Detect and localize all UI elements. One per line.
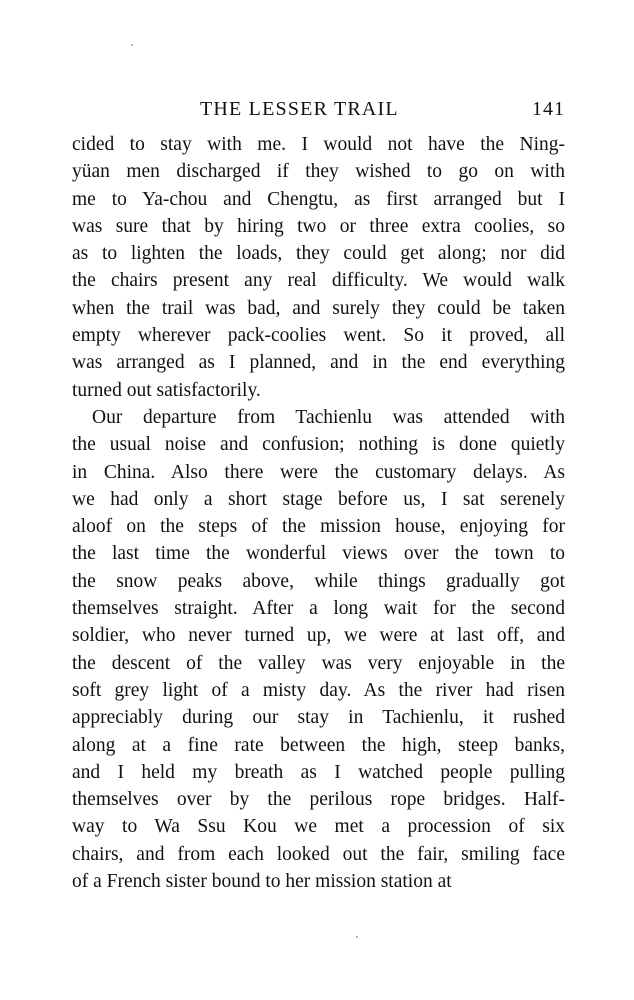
text-line: was sure that by hiring two or three extra coolies, so	[72, 215, 565, 237]
text-line: empty wherever pack-coolies went. So it proved, all	[72, 325, 565, 347]
text-line: of a French sister bound to her mission station at	[72, 871, 452, 893]
text-line: cided to stay with me. I would not have the Ning-	[72, 134, 565, 155]
text-line: yüan men discharged if they wished to go on with	[72, 161, 565, 183]
page-header	[72, 98, 565, 124]
paragraph	[72, 131, 565, 404]
text-line: themselves straight. After a long wait for the second	[72, 598, 565, 620]
body-text	[72, 131, 565, 895]
paragraph	[72, 404, 565, 895]
text-line: chairs, and from each looked out the fair, smiling face	[72, 843, 565, 865]
text-line: and I held my breath as I watched people pulling	[72, 761, 565, 783]
text-line: the chairs present any real difficulty. We would walk	[72, 270, 565, 292]
running-head: THE LESSER TRAIL	[200, 98, 399, 120]
text-line: along at a fine rate between the high, steep banks,	[72, 734, 565, 756]
paper-speck	[356, 936, 358, 938]
page-number: 141	[532, 98, 565, 120]
text-line: was arranged as I planned, and in the end everything	[72, 352, 565, 374]
text-line: when the trail was bad, and surely they could be taken	[72, 297, 565, 319]
text-line: me to Ya-chou and Chengtu, as first arranged but I	[72, 188, 565, 210]
text-line: way to Wa Ssu Kou we met a procession of six	[72, 816, 565, 838]
text-line: the descent of the valley was very enjoyable in the	[72, 652, 565, 674]
text-line: we had only a short stage before us, I sat serenely	[72, 488, 565, 510]
text-line: soft grey light of a misty day. As the river had risen	[72, 679, 565, 701]
text-line: Our departure from Tachienlu was attended with	[92, 406, 565, 428]
text-line: as to lighten the loads, they could get along; nor did	[72, 243, 565, 265]
text-line: the usual noise and confusion; nothing is done quietly	[72, 434, 565, 456]
text-line: soldier, who never turned up, we were at last off, and	[72, 625, 565, 647]
text-line: aloof on the steps of the mission house, enjoying for	[72, 516, 565, 538]
text-line: themselves over by the perilous rope bridges. Half-	[72, 789, 565, 811]
text-line: the snow peaks above, while things gradually got	[72, 570, 565, 592]
text-line: appreciably during our stay in Tachienlu, it rushed	[72, 707, 565, 729]
text-line: turned out satisfactorily.	[72, 379, 261, 401]
text-line: in China. Also there were the customary delays. As	[72, 461, 565, 483]
text-line: the last time the wonderful views over the town to	[72, 543, 565, 565]
paper-speck	[131, 44, 133, 46]
